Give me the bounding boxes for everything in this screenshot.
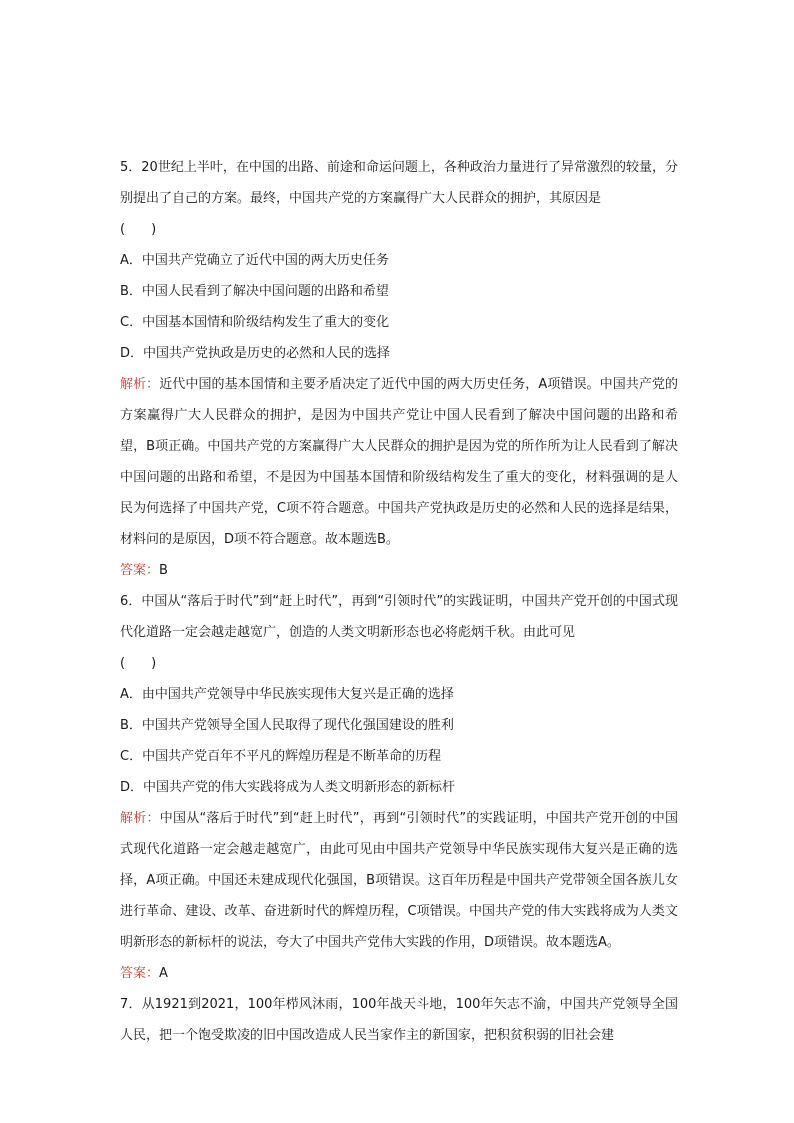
answer-line (120, 555, 678, 586)
document-page (120, 152, 678, 1051)
option-d: D．中国共产党执政是历史的必然和人民的选择 (120, 346, 391, 361)
analysis-block (120, 803, 678, 958)
answer-label: 答案： (120, 966, 160, 981)
analysis-text: 近代中国的基本国情和主要矛盾决定了近代中国的两大历史任务，A项错误。中国共产党的方案赢得广大人民群众的拥护，是因为中国共产党让中国人民看到了解决中国问题的出路和希望，B项正确。中国共产党的方案赢得广大人民群众的拥护是因为党的所作所为让人民看到了解决中国问题的出路和希望，不是因为中国基本国情和阶级结构发生了重大的变化，材料强调的是人民为何选择了中国共产党，C项不符合题意。中国共产党执政是历史的必然和人民的选择是结果，材料问的是原因，D项不符合题意。故本题选B。 (120, 377, 678, 547)
option-b: B．中国共产党领导全国人民取得了现代化强国建设的胜利 (120, 718, 454, 733)
answer-parentheses: ( ) (120, 656, 157, 671)
question-stem: 6．中国从“落后于时代”到“赶上时代”，再到“引领时代”的实践证明，中国共产党开创的中国式现代化道路一定会越走越宽广，创造的人类文明新形态也必将彪炳千秋。由此可见 (120, 594, 678, 640)
question-stem: 7．从1921到2021，100年栉风沐雨，100年战天斗地，100年矢志不渝，中国共产党领导全国人民，把一个饱受欺凌的旧中国改造成人民当家作主的新国家，把积贫积弱的旧社会建 (120, 997, 678, 1043)
question-6 (120, 586, 678, 989)
option-a: A．由中国共产党领导中华民族实现伟大复兴是正确的选择 (120, 687, 454, 702)
analysis-label: 解析： (120, 377, 160, 392)
analysis-label: 解析： (120, 811, 160, 826)
option-b: B．中国人民看到了解决中国问题的出路和希望 (120, 284, 389, 299)
question-5 (120, 152, 678, 586)
question-stem: 5．20世纪上半叶，在中国的出路、前途和命运问题上，各种政治力量进行了异常激烈的较量，分别提出了自己的方案。最终，中国共产党的方案赢得广大人民群众的拥护，其原因是 (120, 160, 678, 206)
option-c: C．中国基本国情和阶级结构发生了重大的变化 (120, 315, 390, 330)
answer-line (120, 958, 678, 989)
option-c: C．中国共产党百年不平凡的辉煌历程是不断革命的历程 (120, 749, 442, 764)
answer-label: 答案： (120, 563, 160, 578)
question-7 (120, 989, 678, 1051)
answer-value: A (159, 966, 168, 981)
option-d: D．中国共产党的伟大实践将成为人类文明新形态的新标杆 (120, 780, 456, 795)
analysis-block (120, 369, 678, 555)
analysis-text: 中国从“落后于时代”到“赶上时代”，再到“引领时代”的实践证明，中国共产党开创的中国式现代化道路一定会越走越宽广，由此可见由中国共产党领导中华民族实现伟大复兴是正确的选择，A项正确。中国还未建成现代化强国，B项错误。这百年历程是中国共产党带领全国各族儿女进行革命、建设、改革、奋进新时代的辉煌历程，C项错误。中国共产党的伟大实践将成为人类文明新形态的新标杆的说法，夸大了中国共产党伟大实践的作用，D项错误。故本题选A。 (120, 811, 678, 950)
option-a: A．中国共产党确立了近代中国的两大历史任务 (120, 253, 389, 268)
answer-value: B (159, 563, 168, 578)
answer-parentheses: ( ) (120, 222, 157, 237)
